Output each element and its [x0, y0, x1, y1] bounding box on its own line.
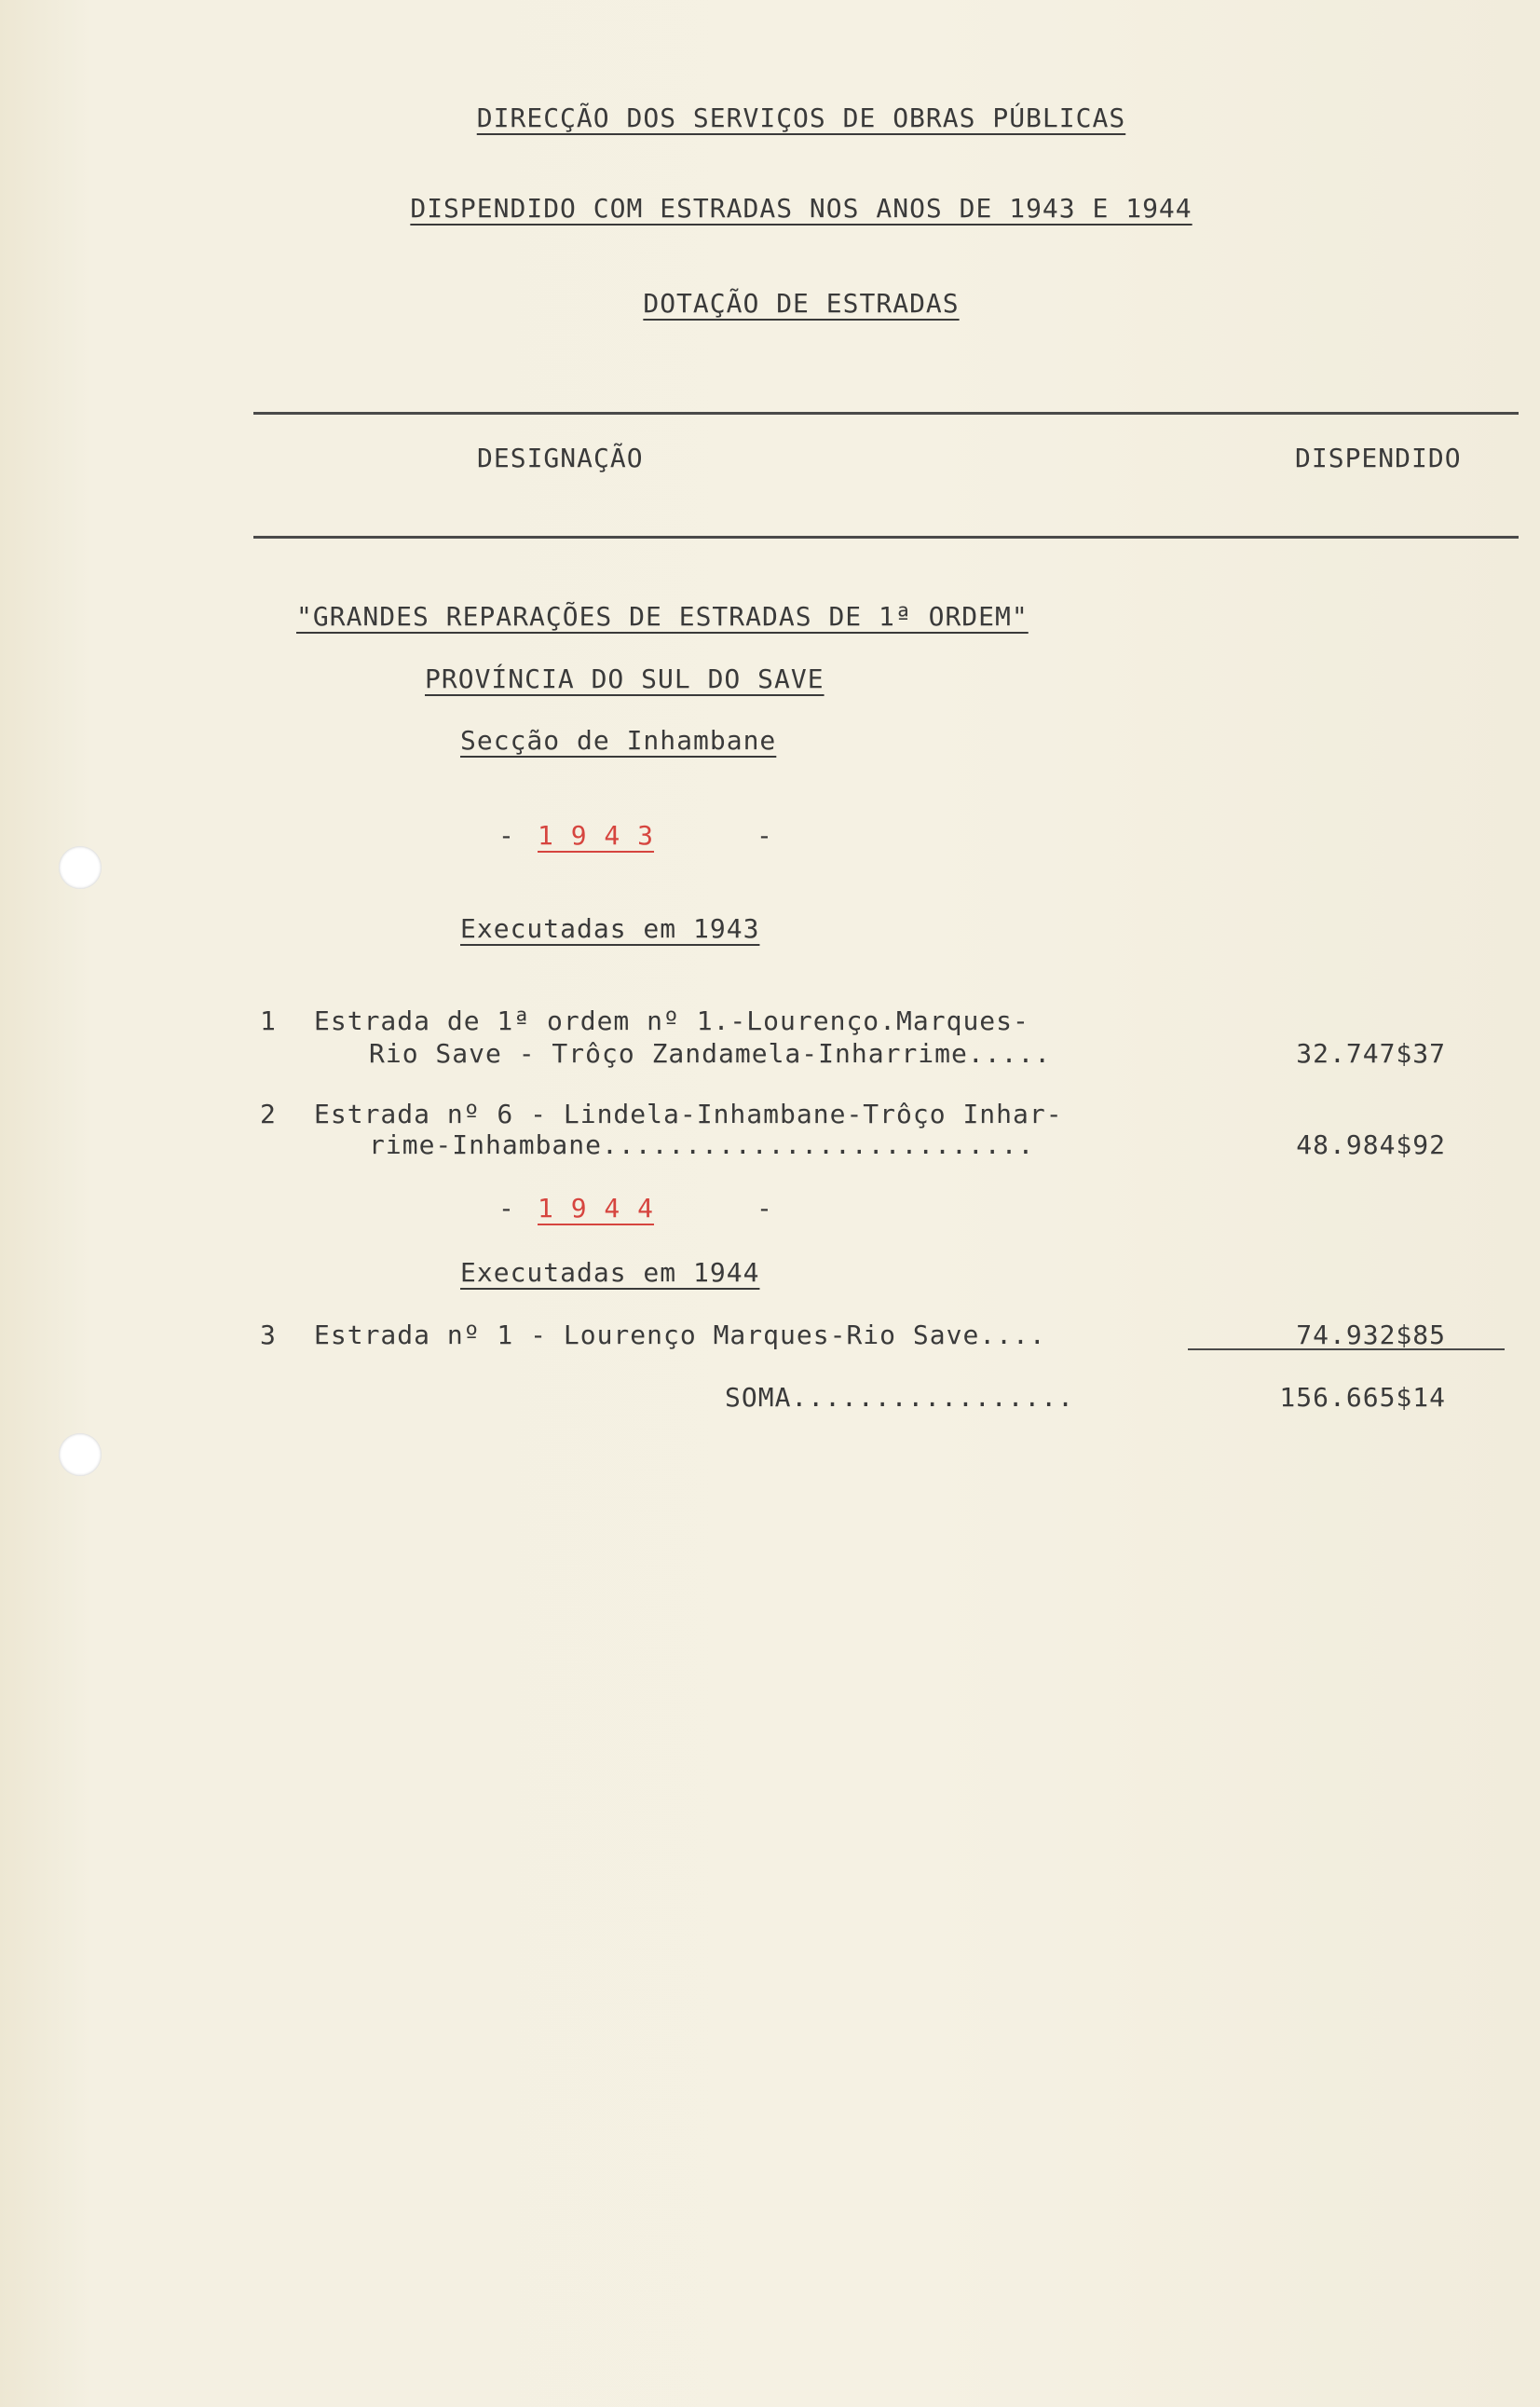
header-title: DISPENDIDO COM ESTRADAS NOS ANOS DE 1943 E 1944 [410, 193, 1192, 224]
column-header-designation: DESIGNAÇÃO [477, 443, 644, 473]
executed-1943-label: Executadas em 1943 [460, 913, 760, 944]
year-1944: 1 9 4 4 [538, 1193, 655, 1224]
punch-hole [59, 846, 102, 889]
province-title: PROVÍNCIA DO SUL DO SAVE [425, 663, 825, 694]
column-header-spent: DISPENDIDO [1295, 443, 1462, 473]
top-rule [253, 412, 1519, 415]
header-bottom-rule [253, 536, 1519, 539]
total-amount: 156.665$14 [1279, 1382, 1446, 1413]
punch-hole [59, 1433, 102, 1476]
item-description-line2: Rio Save - Trôço Zandamela-Inharrime..... [369, 1038, 1052, 1069]
item-number: 3 [260, 1320, 277, 1350]
total-label: SOMA................. [725, 1382, 1075, 1413]
year-1944-dash-right: - [756, 1193, 773, 1224]
division-title: Secção de Inhambane [460, 725, 777, 756]
year-1943-dash-right: - [756, 820, 773, 851]
year-1944-dash-left: - [498, 1193, 515, 1224]
item-description-line1: Estrada nº 1 - Lourenço Marques-Rio Save.... [314, 1320, 1046, 1350]
year-1943-dash-left: - [498, 820, 515, 851]
item-amount: 74.932$85 [1296, 1320, 1446, 1350]
section-title: "GRANDES REPARAÇÕES DE ESTRADAS DE 1ª ORDEM" [296, 601, 1029, 632]
year-1943: 1 9 4 3 [538, 820, 655, 851]
item-description-line1: Estrada de 1ª ordem nº 1.-Lourenço.Marques- [314, 1005, 1029, 1036]
item-description-line2: rime-Inhambane.......................... [369, 1129, 1035, 1160]
item-description-line1: Estrada nº 6 - Lindela-Inhambane-Trôço Inhar- [314, 1099, 1063, 1129]
header-agency: DIRECÇÃO DOS SERVIÇOS DE OBRAS PÚBLICAS [476, 103, 1126, 133]
item-number: 1 [260, 1005, 277, 1036]
item-number: 2 [260, 1099, 277, 1129]
item-amount: 48.984$92 [1296, 1129, 1446, 1160]
item-amount: 32.747$37 [1296, 1038, 1446, 1069]
executed-1944-label: Executadas em 1944 [460, 1257, 760, 1288]
sum-rule [1188, 1348, 1505, 1350]
header-subtitle: DOTAÇÃO DE ESTRADAS [643, 288, 960, 319]
